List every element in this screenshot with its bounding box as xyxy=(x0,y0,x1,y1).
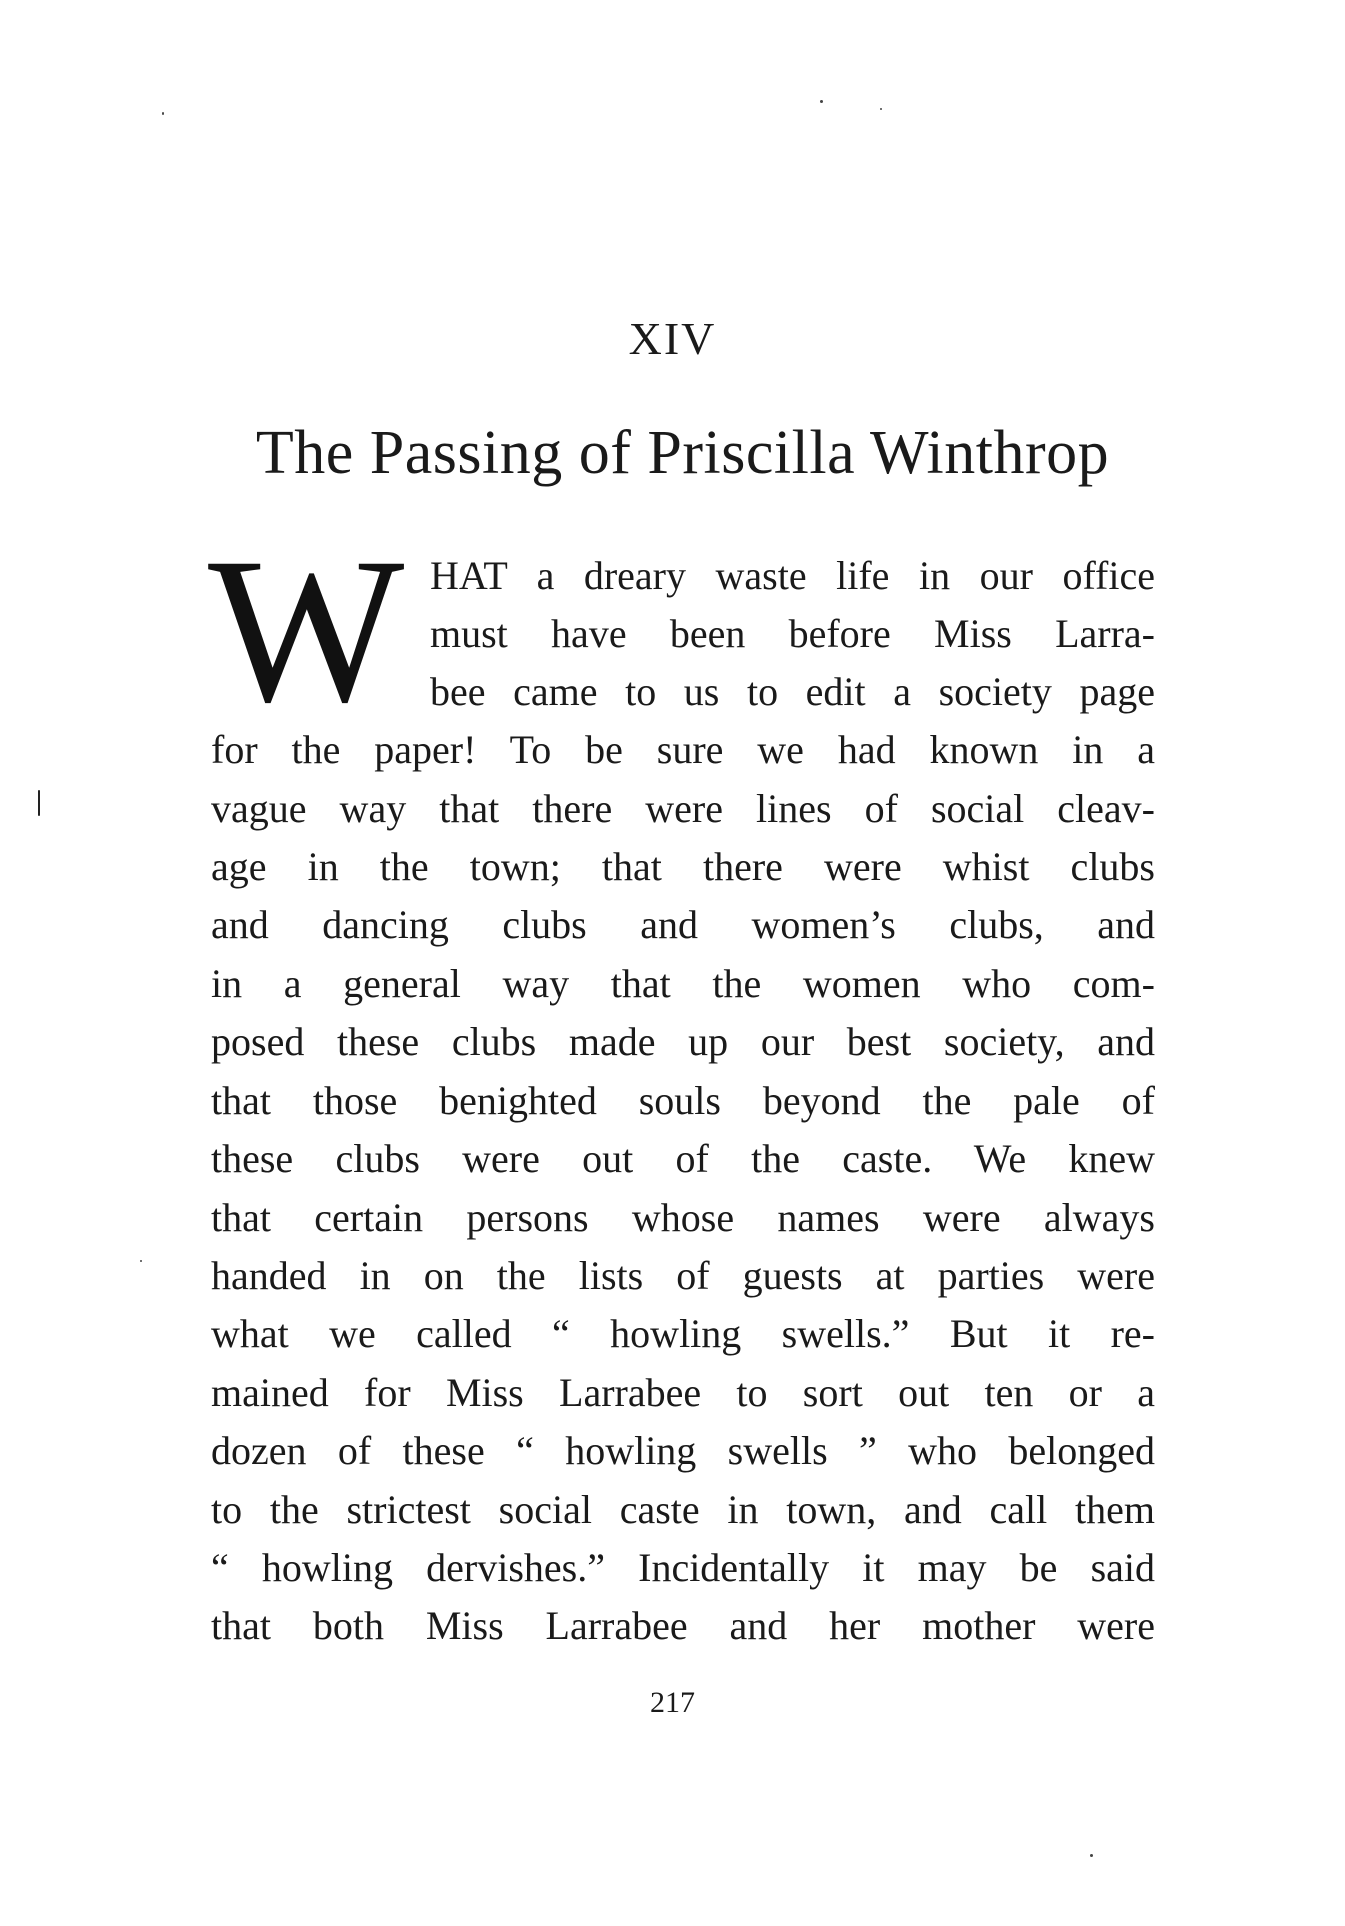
text-line: for the paper! To be sure we had known in a xyxy=(211,727,1155,772)
text-line: HAT a dreary waste life in our office xyxy=(430,553,1155,598)
text-line: what we called “ howling swells.” But it re- xyxy=(211,1311,1155,1356)
text-line: vague way that there were lines of social cleav- xyxy=(211,786,1155,831)
text-line: must have been before Miss Larra- xyxy=(430,611,1155,656)
text-line: mained for Miss Larrabee to sort out ten or a xyxy=(211,1370,1155,1415)
text-line: dozen of these “ howling swells ” who belonged xyxy=(211,1428,1155,1473)
text-line: that both Miss Larrabee and her mother were xyxy=(211,1603,1155,1648)
scan-speck xyxy=(140,1260,142,1262)
drop-cap: W xyxy=(208,515,405,745)
text-line: age in the town; that there were whist clubs xyxy=(211,844,1155,889)
scan-speck xyxy=(162,112,164,115)
text-line: in a general way that the women who com- xyxy=(211,961,1155,1006)
text-line: to the strictest social caste in town, and call them xyxy=(211,1487,1155,1532)
text-line: these clubs were out of the caste. We knew xyxy=(211,1136,1155,1181)
scan-speck xyxy=(880,108,882,110)
scan-mark xyxy=(38,790,40,816)
text-line: bee came to us to edit a society page xyxy=(430,669,1155,714)
scan-speck xyxy=(1090,1854,1093,1857)
text-line: posed these clubs made up our best society, and xyxy=(211,1019,1155,1064)
text-line: that certain persons whose names were always xyxy=(211,1195,1155,1240)
chapter-number: XIV xyxy=(628,313,717,364)
text-line: and dancing clubs and women’s clubs, and xyxy=(211,902,1155,947)
text-line: handed in on the lists of guests at parties were xyxy=(211,1253,1155,1298)
chapter-title: The Passing of Priscilla Winthrop xyxy=(255,419,1110,487)
text-line: “ howling dervishes.” Incidentally it may be said xyxy=(211,1545,1155,1590)
text-line: that those benighted souls beyond the pale of xyxy=(211,1078,1155,1123)
scan-speck xyxy=(820,100,823,103)
page-number: 217 xyxy=(650,1686,695,1719)
